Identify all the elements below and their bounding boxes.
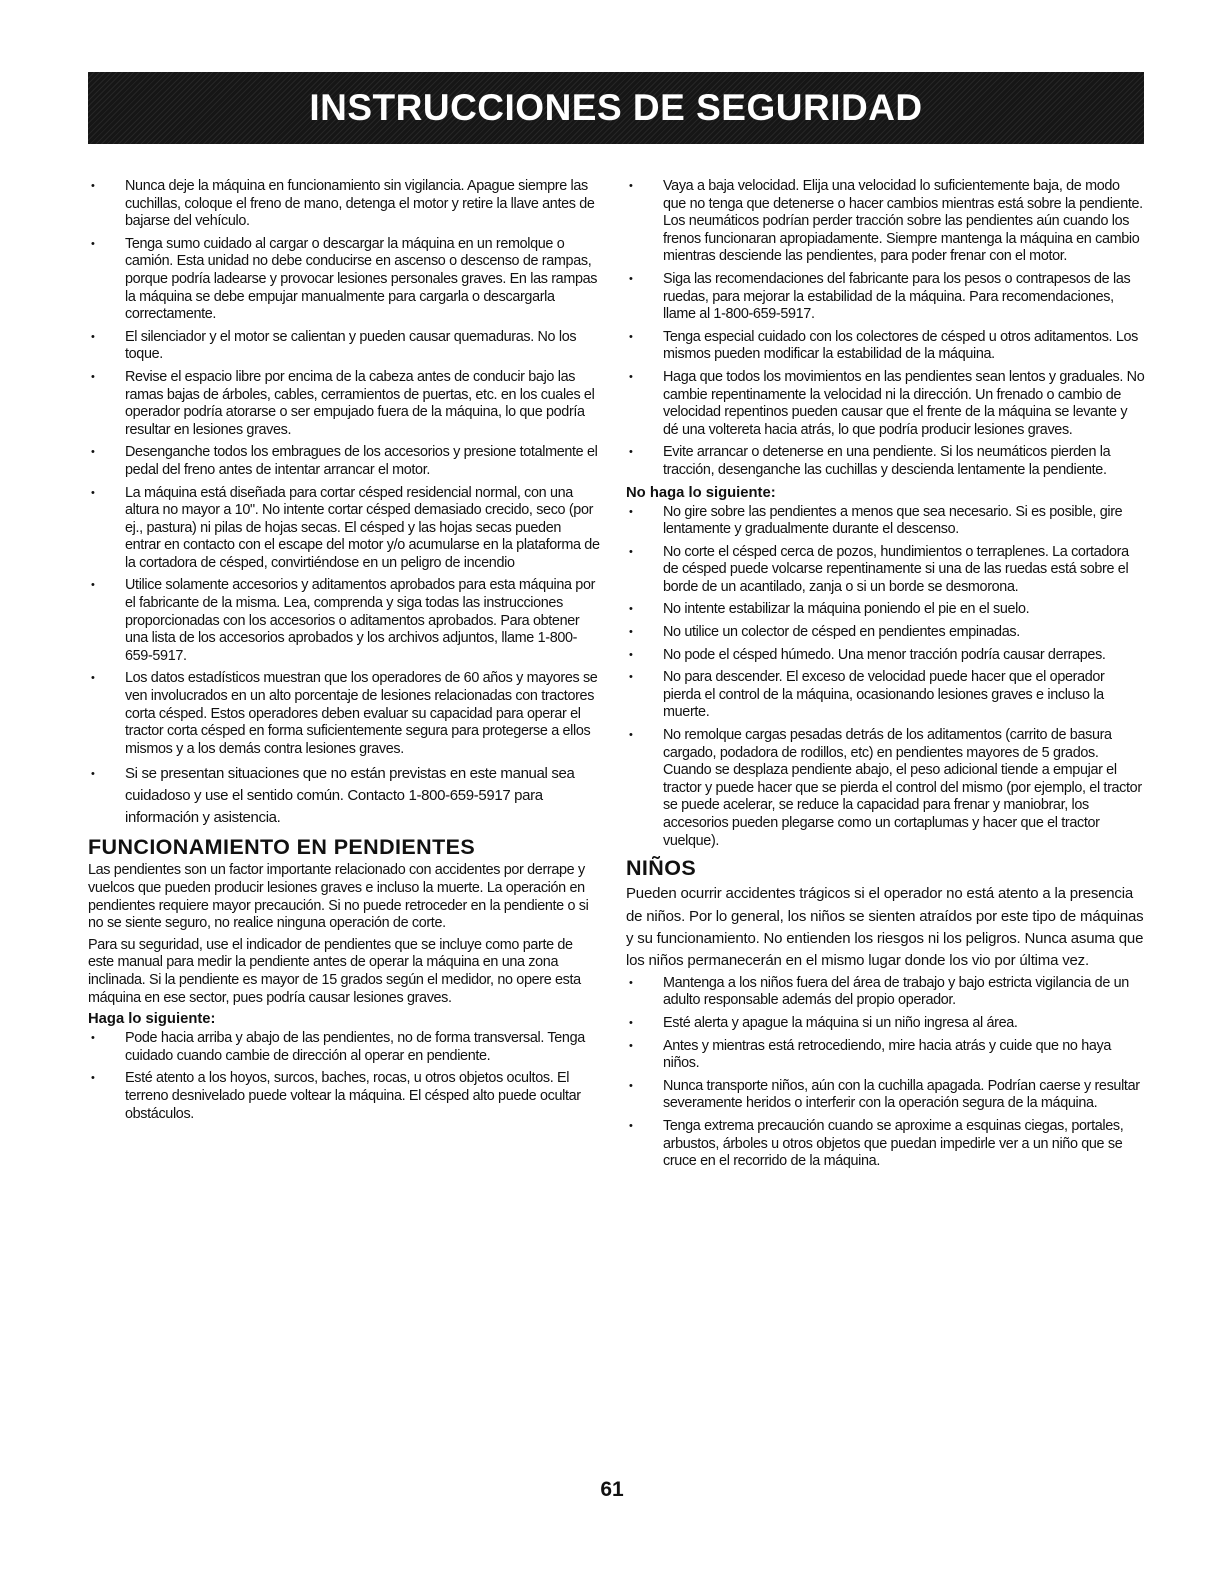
list-item: • Antes y mientras está retrocediendo, mire hacia atrás y cuide que no haya niños. xyxy=(626,1038,1146,1073)
header-banner xyxy=(88,72,1144,144)
list-item: • Revise el espacio libre por encima de la cabeza antes de conducir bajo las ramas bajas de árboles, cables, cerramientos de puertas, etc. en los cuales el operador podría atorarse o ser empujado fuera de la máquina, lo que podría resultar en lesiones graves. xyxy=(88,369,600,439)
left-column xyxy=(88,178,600,1128)
list-item: • Desenganche todos los embragues de los accesorios y presione totalmente el pedal del freno antes de intentar arrancar el motor. xyxy=(88,444,600,479)
list-item: • No utilice un colector de césped en pendientes empinadas. xyxy=(626,624,1146,642)
list-item: • Nunca transporte niños, aún con la cuchilla apagada. Podrían caerse y resultar severamente heridos o interferir con la operación segura de la máquina. xyxy=(626,1078,1146,1113)
list-item: • Haga que todos los movimientos en las pendientes sean lentos y graduales. No cambie repentinamente la velocidad ni la dirección. Un frenado o cambio de velocidad repentinos pueden causar que el frente de la máquina se levante y dé una voltereta hacia atrás, lo que podría producir lesiones graves. xyxy=(626,369,1146,439)
slopes-list xyxy=(626,178,1146,480)
list-item: • Evite arrancar o detenerse en una pendiente. Si los neumáticos pierden la tracción, desenganche las cuchillas y descienda lentamente la pendiente. xyxy=(626,444,1146,479)
dont-heading: No haga lo siguiente: xyxy=(626,484,776,501)
list-item: • Utilice solamente accesorios y aditamentos aprobados para esta máquina por el fabricante de la misma. Lea, comprenda y siga todas las instrucciones proporcionadas con los accesorios o aditamentos aprobados. Para obtener una lista de los accesorios aprobados y los archivos adjuntos, llame 1-800-659-5917. xyxy=(88,577,600,665)
list-item: • El silenciador y el motor se calientan y pueden causar quemaduras. No los toque. xyxy=(88,329,600,364)
list-item: • Esté atento a los hoyos, surcos, baches, rocas, u otros objetos ocultos. El terreno desnivelado puede voltear la máquina. El césped alto puede ocultar obstáculos. xyxy=(88,1070,600,1123)
list-item: • No gire sobre las pendientes a menos que sea necesario. Si es posible, gire lentamente y gradualmente durante el descenso. xyxy=(626,504,1146,539)
list-item: • Pode hacia arriba y abajo de las pendientes, no de forma transversal. Tenga cuidado cuando cambie de dirección al operar en pendiente. xyxy=(88,1030,600,1065)
list-item: • Vaya a baja velocidad. Elija una velocidad lo suficientemente baja, de modo que no tenga que detenerse o hacer cambios mientras está sobre la pendiente. Los neumáticos podrían perder tracción sobre las pendientes aún cuando los frenos funcionaran apropiadamente. Siempre mantenga la máquina en cambio mientras desciende las pendientes, para poder frenar con el motor. xyxy=(626,178,1146,266)
list-item: • No para descender. El exceso de velocidad puede hacer que el operador pierda el control de la máquina, ocasionando lesiones graves e incluso la muerte. xyxy=(626,669,1146,722)
list-item: • Tenga sumo cuidado al cargar o descargar la máquina en un remolque o camión. Esta unidad no debe conducirse en ascenso o descenso de rampas, porque podría ladearse y provocar lesiones personales graves. En las rampas la máquina se debe empujar manualmente para cargarla o descargarla correctamente. xyxy=(88,236,600,324)
list-item: • No corte el césped cerca de pozos, hundimientos o terraplenes. La cortadora de césped puede volcarse repentinamente si una de las ruedas está sobre el borde de un acantilado, zanja o si un borde se desmorona. xyxy=(626,544,1146,597)
safety-list xyxy=(88,178,600,829)
dont-list xyxy=(626,504,1146,851)
children-paragraph: Pueden ocurrir accidentes trágicos si el operador no está atento a la presencia de niños. Por lo general, los niños se sienten atraídos por este tipo de máquinas y su funcionamiento. No entienden los riesgos ni los peligros. Nunca asuma que los niños permanecerán en el mismo lugar donde los vio por última vez. xyxy=(626,885,1144,970)
list-item: • La máquina está diseñada para cortar césped residencial normal, con una altura no mayor a 10". No intente cortar césped demasiado crecido, seco (por ej., pastura) ni pilas de hojas secas. El césped y las hojas secas pueden entrar en contacto con el escape del motor y/o acumularse en la plataforma de la cortadora de césped, convirtiéndose en un peligro de incendio xyxy=(88,485,600,573)
page-number: 61 xyxy=(600,1478,624,1501)
list-item: • Esté alerta y apague la máquina si un niño ingresa al área. xyxy=(626,1015,1146,1033)
section-title-children: NIÑOS xyxy=(626,856,697,881)
do-heading: Haga lo siguiente: xyxy=(88,1011,216,1028)
right-column xyxy=(626,178,1146,1176)
children-list xyxy=(626,975,1146,1171)
slopes-paragraph-2: Para su seguridad, use el indicador de pendientes que se incluye como parte de este manual para medir la pendiente antes de operar la máquina en una zona inclinada. Si la pendiente es mayor de 15 grados según el medidor, no opere esta máquina en ese sector, pues podría causar lesiones graves. xyxy=(88,936,581,1006)
slopes-paragraph-1: Las pendientes son un factor importante relacionado con accidentes por derrape y vuelcos que pueden producir lesiones graves e incluso la muerte. La operación en pendientes requiere mayor precaución. Si no puede retroceder en la pendiente o si no se siente seguro, no realice ninguna operación de corte. xyxy=(88,862,589,932)
list-item: • Si se presentan situaciones que no están previstas en este manual sea cuidadoso y use el sentido común. Contacto 1-800-659-5917 para información y asistencia. xyxy=(88,763,600,829)
list-item: • Siga las recomendaciones del fabricante para los pesos o contrapesos de las ruedas, para mejorar la estabilidad de la máquina. Para recomendaciones, llame al 1-800-659-5917. xyxy=(626,271,1146,324)
page-title: INSTRUCCIONES DE SEGURIDAD xyxy=(309,87,923,128)
list-item: • Los datos estadísticos muestran que los operadores de 60 años y mayores se ven involucrados en un alto porcentaje de lesiones relacionadas con tractores corta césped. Estos operadores deben evaluar su capacidad para operar el tractor corta césped en forma suficientemente segura para protegerse a ellos mismos y a los demás contra lesiones graves. xyxy=(88,670,600,758)
list-item: • Tenga extrema precaución cuando se aproxime a esquinas ciegas, portales, arbustos, árboles u otros objetos que puedan impedirle ver a un niño que se cruce en el recorrido de la máquina. xyxy=(626,1118,1146,1171)
list-item: • Nunca deje la máquina en funcionamiento sin vigilancia. Apague siempre las cuchillas, coloque el freno de mano, detenga el motor y retire la llave antes de bajarse del vehículo. xyxy=(88,178,600,231)
do-list xyxy=(88,1030,600,1123)
section-title-slopes: FUNCIONAMIENTO EN PENDIENTES xyxy=(88,835,476,860)
list-item: • No pode el césped húmedo. Una menor tracción podría causar derrapes. xyxy=(626,647,1146,665)
list-item: • Tenga especial cuidado con los colectores de césped u otros aditamentos. Los mismos pueden modificar la estabilidad de la máquina. xyxy=(626,329,1146,364)
list-item: • Mantenga a los niños fuera del área de trabajo y bajo estricta vigilancia de un adulto responsable además del propio operador. xyxy=(626,975,1146,1010)
list-item: • No remolque cargas pesadas detrás de los aditamentos (carrito de basura cargado, podadora de rodillos, etc) en pendientes mayores de 5 grados. Cuando se desplaza pendiente abajo, el peso adicional tiende a empujar el tractor y puede hacer que se pierda el control del mismo (por ejemplo, el tractor se puede acelerar, se reduce la capacidad para frenar y maniobrar, los accesorios pueden plegarse como un cortaplumas y hacer que el tractor vuelque). xyxy=(626,727,1146,850)
list-item: • No intente estabilizar la máquina poniendo el pie en el suelo. xyxy=(626,601,1146,619)
